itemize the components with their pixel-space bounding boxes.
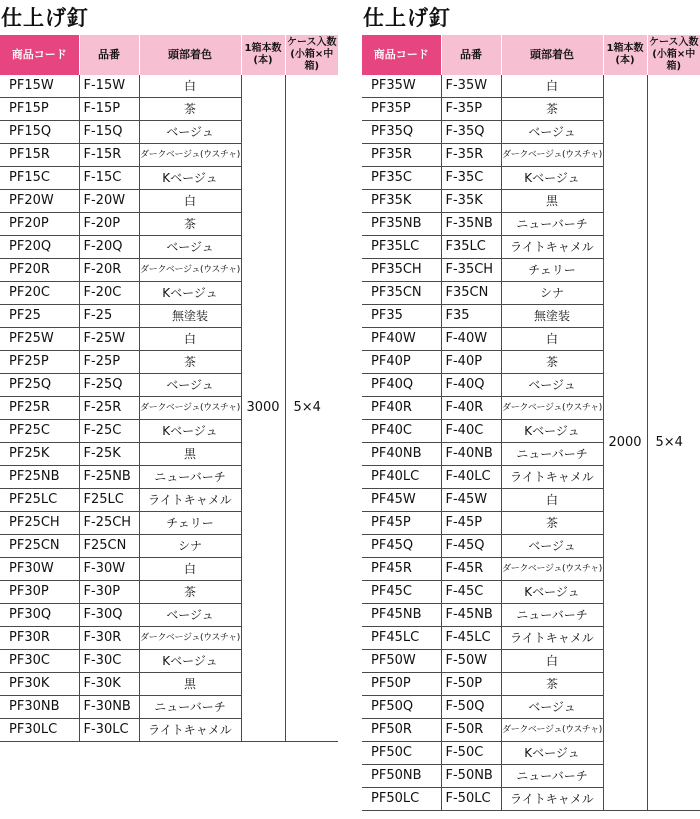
head-color-cell: ニューバーチ <box>501 213 603 236</box>
product-code-cell: PF50W <box>362 650 441 673</box>
part-number-cell: F-30NB <box>79 696 139 719</box>
product-code-cell: PF25K <box>0 443 79 466</box>
product-code-cell: PF50C <box>362 742 441 765</box>
product-code-cell: PF15W <box>0 75 79 98</box>
part-number-cell: F-20R <box>79 259 139 282</box>
table-row <box>0 75 338 98</box>
part-number-cell: F-35P <box>441 98 501 121</box>
product-code-cell: PF25 <box>0 305 79 328</box>
case-quantity-cell: 5×4 <box>647 75 700 811</box>
product-code-cell: PF40C <box>362 420 441 443</box>
product-code-cell: PF30R <box>0 627 79 650</box>
part-number-cell: F-25Q <box>79 374 139 397</box>
head-color-cell: 茶 <box>139 351 241 374</box>
header-case-quantity: ケース入数 (小箱×中箱) <box>647 35 700 75</box>
head-color-cell: 茶 <box>501 512 603 535</box>
product-code-cell: PF45NB <box>362 604 441 627</box>
header-head-color: 頭部着色 <box>501 35 603 75</box>
product-code-cell: PF30C <box>0 650 79 673</box>
head-color-cell: 茶 <box>501 98 603 121</box>
head-color-cell: ライトキャメル <box>139 719 241 742</box>
head-color-cell: ニューバーチ <box>501 604 603 627</box>
part-number-cell: F25CN <box>79 535 139 558</box>
product-code-cell: PF45R <box>362 558 441 581</box>
head-color-cell: ベージュ <box>501 121 603 144</box>
part-number-cell: F-45Q <box>441 535 501 558</box>
product-code-cell: PF20W <box>0 190 79 213</box>
product-code-cell: PF30NB <box>0 696 79 719</box>
product-code-cell: PF45P <box>362 512 441 535</box>
part-number-cell: F-40P <box>441 351 501 374</box>
part-number-cell: F-30P <box>79 581 139 604</box>
product-code-cell: PF15C <box>0 167 79 190</box>
right-panel <box>362 0 700 811</box>
part-number-cell: F-20Q <box>79 236 139 259</box>
product-code-cell: PF25CH <box>0 512 79 535</box>
head-color-cell: 白 <box>139 328 241 351</box>
header-part-number: 品番 <box>441 35 501 75</box>
part-number-cell: F-45W <box>441 489 501 512</box>
head-color-cell: ライトキャメル <box>501 236 603 259</box>
head-color-cell: ライトキャメル <box>139 489 241 512</box>
box-quantity-cell: 3000 <box>241 75 285 742</box>
part-number-cell: F-25 <box>79 305 139 328</box>
product-code-cell: PF25P <box>0 351 79 374</box>
head-color-cell: ベージュ <box>501 696 603 719</box>
product-code-cell: PF35C <box>362 167 441 190</box>
head-color-cell: ライトキャメル <box>501 627 603 650</box>
head-color-cell: Kベージュ <box>501 742 603 765</box>
product-code-cell: PF40Q <box>362 374 441 397</box>
head-color-cell: ベージュ <box>139 236 241 259</box>
product-code-cell: PF20P <box>0 213 79 236</box>
product-code-cell: PF30P <box>0 581 79 604</box>
product-code-cell: PF25R <box>0 397 79 420</box>
box-quantity-cell: 2000 <box>603 75 647 811</box>
head-color-cell: シナ <box>501 282 603 305</box>
head-color-cell: 白 <box>501 328 603 351</box>
product-code-cell: PF50P <box>362 673 441 696</box>
head-color-cell: Kベージュ <box>501 420 603 443</box>
product-code-cell: PF35CH <box>362 259 441 282</box>
part-number-cell: F-25CH <box>79 512 139 535</box>
head-color-cell: ベージュ <box>501 374 603 397</box>
part-number-cell: F-50R <box>441 719 501 742</box>
product-code-cell: PF40P <box>362 351 441 374</box>
product-code-cell: PF50R <box>362 719 441 742</box>
head-color-cell: 白 <box>501 650 603 673</box>
head-color-cell: 白 <box>139 190 241 213</box>
head-color-cell: Kベージュ <box>139 650 241 673</box>
part-number-cell: F-20C <box>79 282 139 305</box>
left-title: 仕上げ釘 <box>1 6 89 30</box>
product-code-cell: PF25LC <box>0 489 79 512</box>
head-color-cell: ニューバーチ <box>139 466 241 489</box>
head-color-cell: ダークベージュ(ウスチャ) <box>501 719 603 742</box>
head-color-cell: ニューバーチ <box>501 443 603 466</box>
head-color-cell: ダークベージュ(ウスチャ) <box>501 397 603 420</box>
head-color-cell: 黒 <box>139 443 241 466</box>
part-number-cell: F-25K <box>79 443 139 466</box>
product-code-cell: PF35W <box>362 75 441 98</box>
part-number-cell: F-45P <box>441 512 501 535</box>
part-number-cell: F-30C <box>79 650 139 673</box>
part-number-cell: F25LC <box>79 489 139 512</box>
header-part-number: 品番 <box>79 35 139 75</box>
head-color-cell: 白 <box>139 75 241 98</box>
part-number-cell: F-15R <box>79 144 139 167</box>
part-number-cell: F-35W <box>441 75 501 98</box>
product-code-cell: PF50NB <box>362 765 441 788</box>
part-number-cell: F-25NB <box>79 466 139 489</box>
part-number-cell: F-25C <box>79 420 139 443</box>
part-number-cell: F-30K <box>79 673 139 696</box>
head-color-cell: ダークベージュ(ウスチャ) <box>501 558 603 581</box>
head-color-cell: ベージュ <box>139 374 241 397</box>
header-product-code: 商品コード <box>362 35 441 75</box>
part-number-cell: F-50NB <box>441 765 501 788</box>
part-number-cell: F-15P <box>79 98 139 121</box>
head-color-cell: 茶 <box>501 673 603 696</box>
head-color-cell: 黒 <box>501 190 603 213</box>
product-code-cell: PF50Q <box>362 696 441 719</box>
right-table-body <box>362 75 700 811</box>
part-number-cell: F-15C <box>79 167 139 190</box>
product-code-cell: PF30LC <box>0 719 79 742</box>
product-code-cell: PF25Q <box>0 374 79 397</box>
part-number-cell: F-40LC <box>441 466 501 489</box>
part-number-cell: F-40C <box>441 420 501 443</box>
left-panel <box>0 0 338 742</box>
header-case-quantity: ケース入数 (小箱×中箱) <box>285 35 338 75</box>
head-color-cell: 茶 <box>139 213 241 236</box>
head-color-cell: Kベージュ <box>501 581 603 604</box>
part-number-cell: F35CN <box>441 282 501 305</box>
part-number-cell: F-25R <box>79 397 139 420</box>
part-number-cell: F-25P <box>79 351 139 374</box>
part-number-cell: F-15W <box>79 75 139 98</box>
product-code-cell: PF45Q <box>362 535 441 558</box>
head-color-cell: Kベージュ <box>139 167 241 190</box>
part-number-cell: F-40R <box>441 397 501 420</box>
part-number-cell: F-45R <box>441 558 501 581</box>
head-color-cell: シナ <box>139 535 241 558</box>
product-code-cell: PF30Q <box>0 604 79 627</box>
head-color-cell: Kベージュ <box>139 282 241 305</box>
head-color-cell: 白 <box>501 489 603 512</box>
part-number-cell: F-50P <box>441 673 501 696</box>
header-box-quantity: 1箱本数 (本) <box>603 35 647 75</box>
head-color-cell: チェリー <box>501 259 603 282</box>
product-code-cell: PF35LC <box>362 236 441 259</box>
head-color-cell: ダークベージュ(ウスチャ) <box>139 259 241 282</box>
part-number-cell: F-35Q <box>441 121 501 144</box>
part-number-cell: F-35CH <box>441 259 501 282</box>
product-code-cell: PF40NB <box>362 443 441 466</box>
product-code-cell: PF25C <box>0 420 79 443</box>
part-number-cell: F-40W <box>441 328 501 351</box>
part-number-cell: F-15Q <box>79 121 139 144</box>
product-code-cell: PF15R <box>0 144 79 167</box>
product-code-cell: PF30W <box>0 558 79 581</box>
part-number-cell: F-40NB <box>441 443 501 466</box>
head-color-cell: チェリー <box>139 512 241 535</box>
product-code-cell: PF35P <box>362 98 441 121</box>
head-color-cell: 茶 <box>139 581 241 604</box>
product-code-cell: PF40W <box>362 328 441 351</box>
right-table <box>362 35 700 811</box>
right-title: 仕上げ釘 <box>363 6 451 30</box>
product-code-cell: PF45W <box>362 489 441 512</box>
part-number-cell: F-30Q <box>79 604 139 627</box>
product-code-cell: PF25CN <box>0 535 79 558</box>
product-code-cell: PF40LC <box>362 466 441 489</box>
part-number-cell: F-35C <box>441 167 501 190</box>
header-head-color: 頭部着色 <box>139 35 241 75</box>
part-number-cell: F-35R <box>441 144 501 167</box>
product-code-cell: PF35 <box>362 305 441 328</box>
head-color-cell: 無塗装 <box>139 305 241 328</box>
head-color-cell: 白 <box>501 75 603 98</box>
head-color-cell: ダークベージュ(ウスチャ) <box>139 397 241 420</box>
product-code-cell: PF35CN <box>362 282 441 305</box>
part-number-cell: F-35K <box>441 190 501 213</box>
part-number-cell: F-30LC <box>79 719 139 742</box>
product-code-cell: PF15P <box>0 98 79 121</box>
product-code-cell: PF15Q <box>0 121 79 144</box>
product-code-cell: PF50LC <box>362 788 441 811</box>
head-color-cell: ニューバーチ <box>139 696 241 719</box>
product-code-cell: PF25NB <box>0 466 79 489</box>
part-number-cell: F-25W <box>79 328 139 351</box>
part-number-cell: F-50LC <box>441 788 501 811</box>
part-number-cell: F-45NB <box>441 604 501 627</box>
head-color-cell: ベージュ <box>139 121 241 144</box>
part-number-cell: F-50W <box>441 650 501 673</box>
head-color-cell: Kベージュ <box>139 420 241 443</box>
head-color-cell: ライトキャメル <box>501 466 603 489</box>
head-color-cell: ダークベージュ(ウスチャ) <box>139 144 241 167</box>
head-color-cell: ダークベージュ(ウスチャ) <box>501 144 603 167</box>
left-table <box>0 35 338 742</box>
product-code-cell: PF35K <box>362 190 441 213</box>
head-color-cell: ダークベージュ(ウスチャ) <box>139 627 241 650</box>
part-number-cell: F-45LC <box>441 627 501 650</box>
head-color-cell: ベージュ <box>139 604 241 627</box>
product-code-cell: PF30K <box>0 673 79 696</box>
part-number-cell: F-35NB <box>441 213 501 236</box>
head-color-cell: 白 <box>139 558 241 581</box>
product-code-cell: PF40R <box>362 397 441 420</box>
head-color-cell: ライトキャメル <box>501 788 603 811</box>
product-code-cell: PF35R <box>362 144 441 167</box>
product-code-cell: PF20C <box>0 282 79 305</box>
part-number-cell: F-40Q <box>441 374 501 397</box>
right-header-row <box>362 35 700 75</box>
head-color-cell: 黒 <box>139 673 241 696</box>
product-code-cell: PF25W <box>0 328 79 351</box>
product-code-cell: PF35NB <box>362 213 441 236</box>
part-number-cell: F-20P <box>79 213 139 236</box>
product-code-cell: PF45C <box>362 581 441 604</box>
head-color-cell: ベージュ <box>501 535 603 558</box>
table-row <box>362 75 700 98</box>
product-code-cell: PF20Q <box>0 236 79 259</box>
product-code-cell: PF35Q <box>362 121 441 144</box>
product-code-cell: PF20R <box>0 259 79 282</box>
header-product-code: 商品コード <box>0 35 79 75</box>
head-color-cell: ニューバーチ <box>501 765 603 788</box>
head-color-cell: 茶 <box>139 98 241 121</box>
part-number-cell: F-20W <box>79 190 139 213</box>
part-number-cell: F35 <box>441 305 501 328</box>
head-color-cell: 茶 <box>501 351 603 374</box>
product-code-cell: PF45LC <box>362 627 441 650</box>
left-table-body <box>0 75 338 742</box>
head-color-cell: Kベージュ <box>501 167 603 190</box>
part-number-cell: F-50C <box>441 742 501 765</box>
case-quantity-cell: 5×4 <box>285 75 338 742</box>
part-number-cell: F-45C <box>441 581 501 604</box>
part-number-cell: F35LC <box>441 236 501 259</box>
header-box-quantity: 1箱本数 (本) <box>241 35 285 75</box>
head-color-cell: 無塗装 <box>501 305 603 328</box>
part-number-cell: F-30W <box>79 558 139 581</box>
left-header-row <box>0 35 338 75</box>
part-number-cell: F-50Q <box>441 696 501 719</box>
part-number-cell: F-30R <box>79 627 139 650</box>
